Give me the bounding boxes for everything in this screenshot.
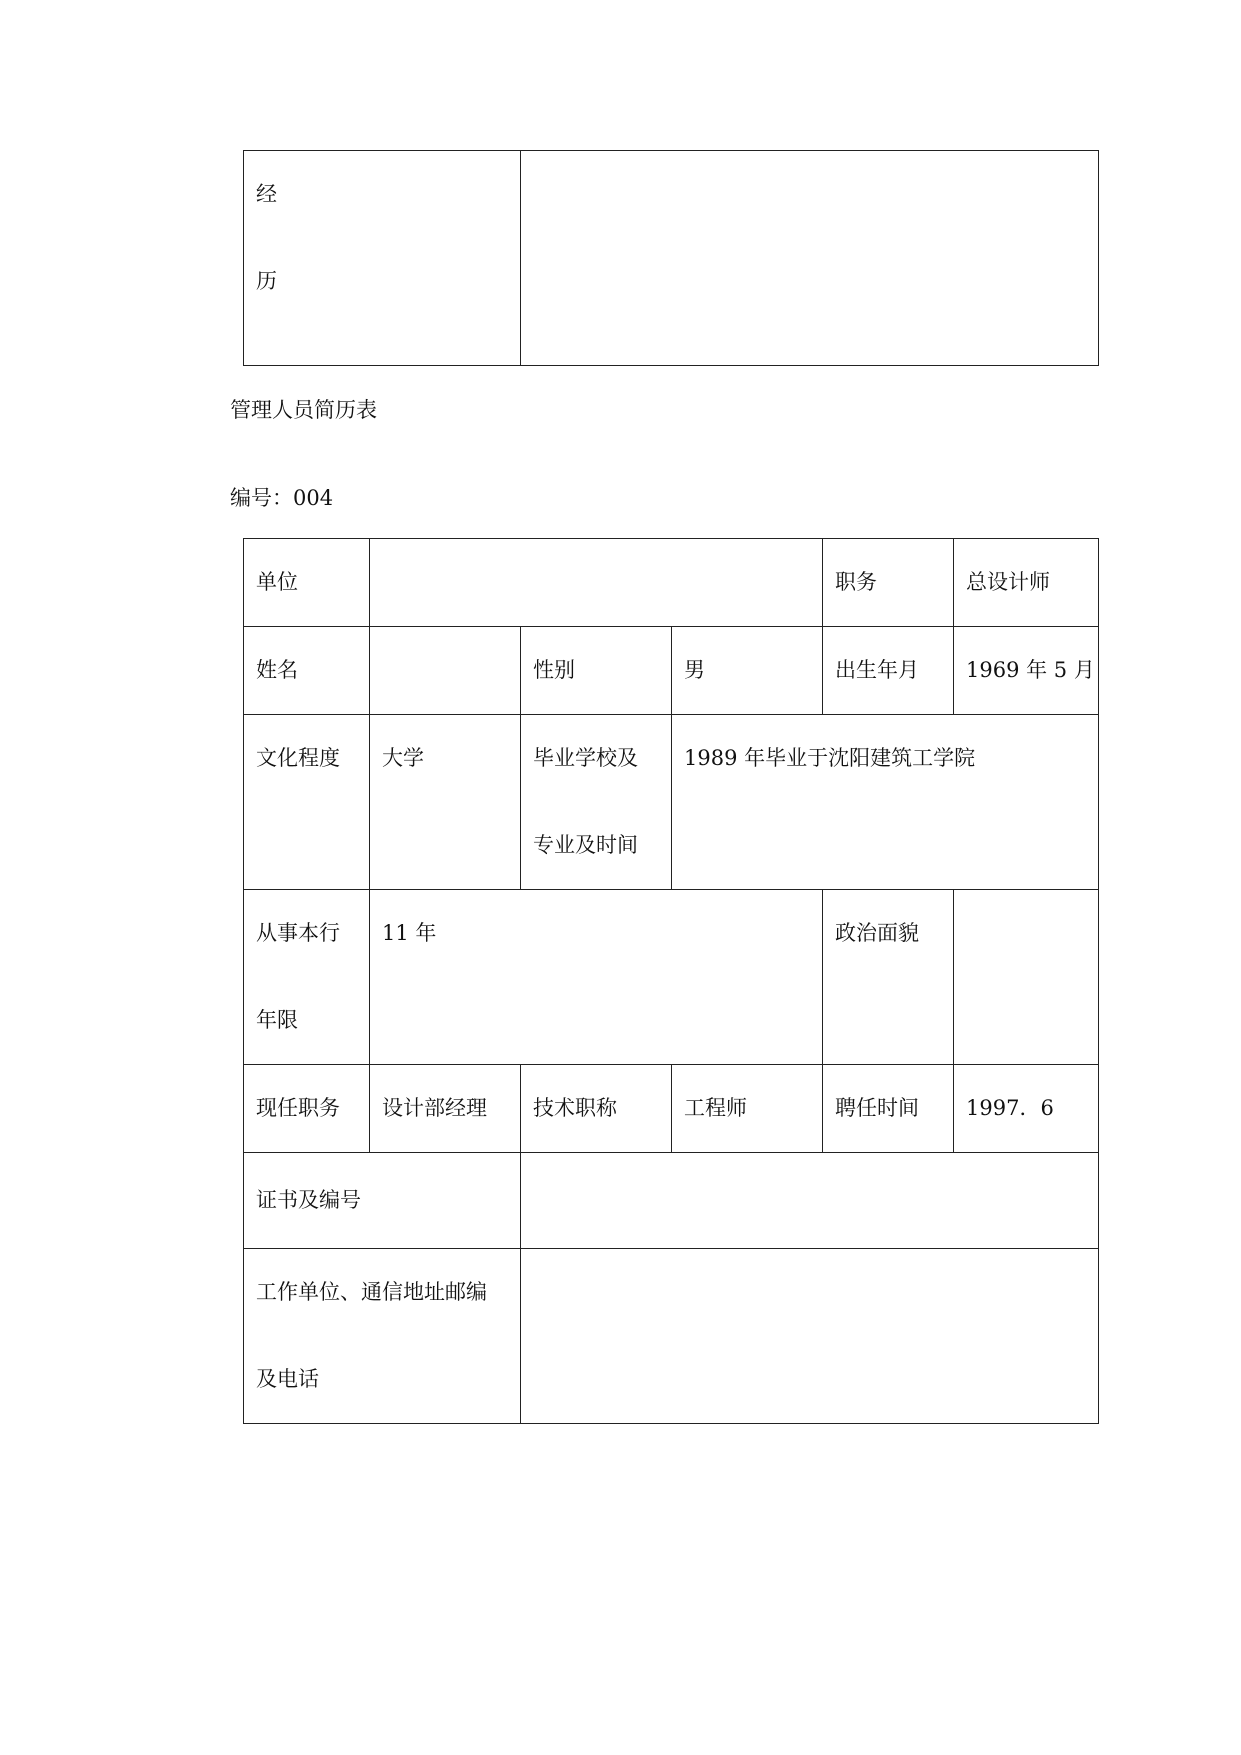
education-label: 文化程度 [244, 715, 370, 890]
current-post-label: 现任职务 [244, 1065, 370, 1153]
hire-date-value[interactable]: 1997．6 [954, 1065, 1099, 1153]
certificate-value[interactable] [521, 1153, 1099, 1249]
education-value[interactable]: 大学 [370, 715, 521, 890]
unit-value[interactable] [370, 539, 823, 627]
form-title: 管理人员简历表 [230, 398, 377, 422]
birth-label: 出生年月 [823, 627, 954, 715]
name-value[interactable] [370, 627, 521, 715]
industry-years-value[interactable]: 11 年 [370, 890, 823, 1065]
political-value[interactable] [954, 890, 1099, 1065]
school-label [521, 715, 672, 890]
serial-number: 编号：004 [230, 486, 334, 510]
school-label-line1: 毕业学校及 [533, 746, 638, 770]
contact-label [244, 1249, 521, 1424]
school-value[interactable]: 1989 年毕业于沈阳建筑工学院 [672, 715, 1099, 890]
position-value[interactable]: 总设计师 [954, 539, 1099, 627]
experience-table [243, 150, 1099, 366]
contact-value[interactable] [521, 1249, 1099, 1424]
industry-years-label [244, 890, 370, 1065]
name-label: 姓名 [244, 627, 370, 715]
industry-years-label-line2: 年限 [256, 1008, 298, 1032]
experience-content-cell[interactable] [521, 151, 1099, 366]
tech-title-value[interactable]: 工程师 [672, 1065, 823, 1153]
gender-label: 性别 [521, 627, 672, 715]
industry-years-label-line1: 从事本行 [256, 921, 340, 945]
experience-label-cell [244, 151, 521, 366]
experience-label-line2: 历 [256, 269, 277, 293]
tech-title-label: 技术职称 [521, 1065, 672, 1153]
hire-date-label: 聘任时间 [823, 1065, 954, 1153]
resume-table [243, 538, 1099, 1424]
contact-label-line2: 及电话 [256, 1367, 319, 1391]
birth-value[interactable]: 1969 年 5 月 [954, 627, 1099, 715]
unit-label: 单位 [244, 539, 370, 627]
contact-label-line1: 工作单位、通信地址邮编 [256, 1280, 487, 1304]
gender-value[interactable]: 男 [672, 627, 823, 715]
political-label: 政治面貌 [823, 890, 954, 1065]
certificate-label: 证书及编号 [244, 1153, 521, 1249]
school-label-line2: 专业及时间 [533, 833, 638, 857]
experience-label-line1: 经 [256, 182, 277, 206]
current-post-value[interactable]: 设计部经理 [370, 1065, 521, 1153]
position-label: 职务 [823, 539, 954, 627]
